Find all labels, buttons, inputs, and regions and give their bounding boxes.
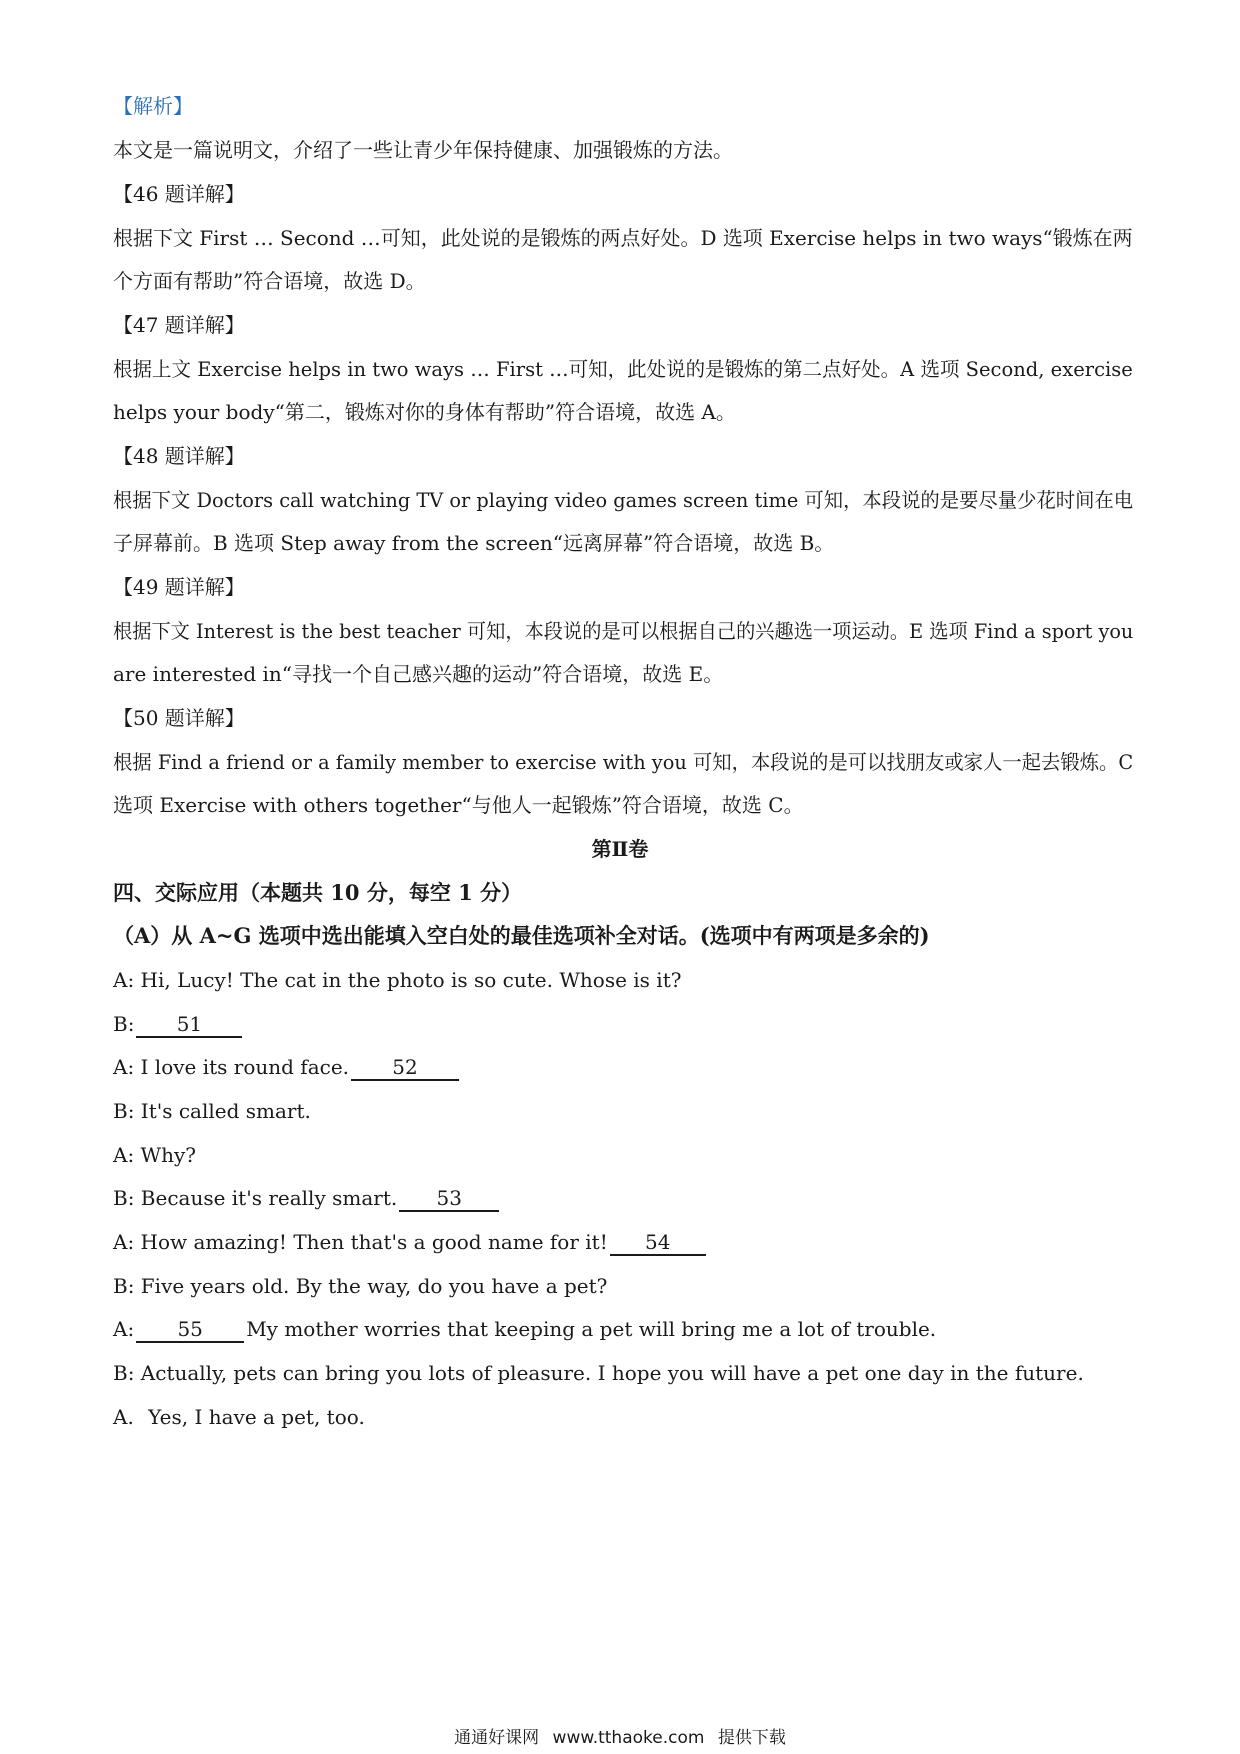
item-50-title: 【50 题详解】	[113, 706, 245, 730]
dialogue-text: A: I love its round face.	[113, 1055, 350, 1079]
dialogue-text: B:	[113, 1012, 135, 1036]
footer-site-name: 通通好课网	[454, 1728, 540, 1748]
option-text: Yes, I have a pet, too.	[148, 1405, 365, 1429]
item-50-line-2: 选项 Exercise with others together“与他人一起锻炼”符合语境，故选 C。	[113, 793, 804, 817]
dialogue-line	[113, 1009, 1133, 1039]
item-46-title: 【46 题详解】	[113, 182, 245, 206]
answer-blank-54[interactable]: 54	[610, 1230, 706, 1256]
item-50-line-1: 根据 Find a friend or a family member to exercise with you 可知，本段说的是可以找朋友或家人一起去锻炼。C	[113, 750, 1134, 774]
dialogue-line	[113, 1140, 1133, 1170]
section-title: 四、交际应用（本题共 10 分，每空 1 分）	[113, 880, 523, 905]
dialogue-line	[113, 1183, 1133, 1213]
item-49-line-1: 根据下文 Interest is the best teacher 可知，本段说的是可以根据自己的兴趣选一项运动。E 选项 Find a sport you	[113, 619, 1134, 643]
dialogue-text: B: Five years old. By the way, do you have a pet?	[113, 1274, 608, 1298]
item-46-line-2: 个方面有帮助”符合语境，故选 D。	[113, 269, 426, 293]
dialogue-text: A: How amazing! Then that's a good name for it!	[113, 1230, 608, 1254]
option-letter: A.	[113, 1405, 134, 1429]
footer-note: 提供下载	[717, 1728, 786, 1748]
option-item	[113, 1402, 1133, 1432]
item-46-line-1: 根据下文 First … Second …可知，此处说的是锻炼的两点好处。D 选项 Exercise helps in two ways“锻炼在两	[113, 226, 1133, 250]
item-49-title: 【49 题详解】	[113, 575, 245, 599]
footer-url[interactable]: www.tthaoke.com	[552, 1728, 705, 1748]
answer-blank-55[interactable]: 55	[136, 1317, 244, 1343]
volume-title: 第Ⅱ卷	[591, 837, 649, 861]
dialogue-line	[113, 1052, 1133, 1082]
page-footer	[0, 1726, 1240, 1750]
item-47-line-1: 根据上文 Exercise helps in two ways … First …可知，此处说的是锻炼的第二点好处。A 选项 Second, exercise	[113, 357, 1133, 381]
item-47-title: 【47 题详解】	[113, 313, 245, 337]
item-48-line-1: 根据下文 Doctors call watching TV or playing video games screen time 可知，本段说的是要尽量少花时间在电	[113, 488, 1134, 512]
dialogue-line	[113, 1314, 1133, 1344]
analysis-summary: 本文是一篇说明文，介绍了一些让青少年保持健康、加强锻炼的方法。	[113, 138, 733, 162]
item-49-line-2: are interested in“寻找一个自己感兴趣的运动”符合语境，故选 E。	[113, 662, 724, 686]
answer-blank-53[interactable]: 53	[399, 1186, 499, 1212]
dialogue-text: A: Why?	[113, 1143, 196, 1167]
dialogue-line	[113, 965, 1133, 995]
item-48-line-2: 子屏幕前。B 选项 Step away from the screen“远离屏幕”符合语境，故选 B。	[113, 531, 835, 555]
answer-blank-51[interactable]: 51	[136, 1012, 242, 1038]
dialogue-text: My mother worries that keeping a pet will bring me a lot of trouble.	[246, 1317, 937, 1341]
dialogue-line	[113, 1227, 1133, 1257]
analysis-heading: 【解析】	[113, 94, 193, 118]
section-instruction: （A）从 A~G 选项中选出能填入空白处的最佳选项补全对话。(选项中有两项是多余的)	[113, 923, 930, 948]
item-48-title: 【48 题详解】	[113, 444, 245, 468]
dialogue-line	[113, 1271, 1133, 1301]
dialogue-line	[113, 1096, 1133, 1126]
dialogue-text: B: Because it's really smart.	[113, 1186, 398, 1210]
dialogue-text: B: Actually, pets can bring you lots of pleasure. I hope you will have a pet one day in the future.	[113, 1361, 1084, 1385]
dialogue-text: A:	[113, 1317, 135, 1341]
item-47-line-2: helps your body“第二，锻炼对你的身体有帮助”符合语境，故选 A。	[113, 400, 736, 424]
dialogue-line	[113, 1358, 1133, 1388]
dialogue-text: A: Hi, Lucy! The cat in the photo is so cute. Whose is it?	[113, 968, 682, 992]
dialogue-text: B: It's called smart.	[113, 1099, 311, 1123]
answer-blank-52[interactable]: 52	[351, 1055, 459, 1081]
